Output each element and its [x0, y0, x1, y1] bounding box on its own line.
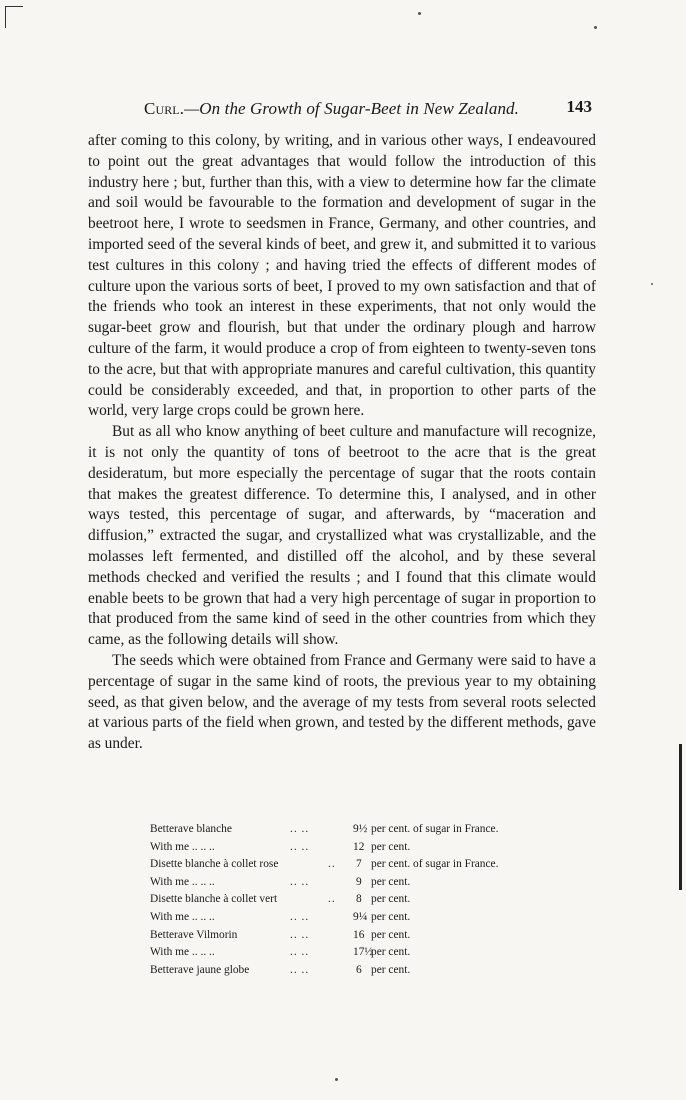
leader-dots: .. .. [290, 963, 310, 976]
paragraph-sugar-percentage: But as all who know anything of beet culture and manufacture will recognize, it is not only the quantity of tons of beetroot to the acre that is the great desideratum, but more especially the percentage of sugar that the roots contain that makes the greatest difference. To determine this, I analysed, and in other ways tested, this percentage of sugar, and afterwards, by “maceration and diffusion,” extracted the sugar, and crystallized what was crystallizable, and the molasses left fermented, and distilled off the alcohol, and by these several methods checked and verified the results ; and I found that this climate would enable beets to be grown that had a very high percentage of sugar in proportion to that produced from the same kind of seed in the other countries from which they came, as the following details will show. [88, 423, 596, 649]
variety-name: With me .. .. .. [150, 910, 215, 923]
sugar-value: 8 [356, 893, 362, 906]
results-row [150, 839, 550, 857]
leader-dots: .. .. [290, 928, 310, 941]
sugar-unit: per cent. [371, 946, 411, 959]
running-title [144, 99, 519, 119]
results-row [150, 909, 550, 927]
leader-dots: .. .. [290, 910, 310, 923]
sugar-unit: per cent. [371, 840, 411, 853]
print-speck [594, 26, 597, 29]
variety-name: Betterave Vilmorin [150, 928, 238, 941]
sugar-value: 16 [353, 928, 365, 941]
sugar-value: 9½ [353, 823, 368, 835]
results-row [150, 821, 550, 839]
paragraph-continuation: after coming to this colony, by writing, and in various other ways, I endeavoured to point out the great advantages that would follow the introduction of this industry here ; but, further than this, with a view to determine how far the climate and soil would be favourable to the formation and development of sugar in the beetroot here, I wrote to seedsmen in France, Germany, and other countries, and imported seed of the several kinds of beet, and grew it, and submitted it to various test cultures in this colony ; and having tried the effects of different modes of culture upon the various sorts of beet, I proved to my own satisfaction and that of the friends who took an interest in these experiments, that not only would the sugar-beet grow and flourish, but that under the ordinary plough and harrow culture of the farm, it would produce a crop of from eighteen to twenty-seven tons to the acre, but that with appropriate manures and careful cultivation, this quantity could be considerably exceeded, and that, in proportion to other parts of the world, very large crops could be grown here. [88, 132, 596, 420]
results-row [150, 944, 550, 962]
paragraph-seed-results: The seeds which were obtained from France and Germany were said to have a percentage of sugar in the same kind of roots, the previous year to my obtaining seed, as that given below, and the average of my tests from several roots selected at various parts of the field when grown, and tested by the different methods, gave as under. [88, 651, 596, 753]
results-row [150, 891, 550, 909]
variety-name: With me .. .. .. [150, 946, 215, 959]
margin-scan-bar [679, 744, 682, 890]
leader-dots: .. .. [290, 823, 310, 835]
leader-dots: .. [328, 893, 336, 906]
page-number: 143 [566, 97, 592, 116]
sugar-value: 17½ [353, 946, 373, 959]
leader-dots: .. .. [290, 946, 310, 959]
variety-name: With me .. .. .. [150, 875, 215, 888]
sugar-unit: per cent. [371, 963, 411, 976]
sugar-unit: per cent. [371, 893, 411, 906]
leader-dots: .. .. [290, 875, 310, 888]
variety-name: With me .. .. .. [150, 840, 215, 853]
sugar-unit: per cent. of sugar in France. [371, 858, 499, 871]
results-row [150, 856, 550, 874]
sugar-unit: per cent. [371, 910, 411, 923]
variety-name: Disette blanche à collet vert [150, 893, 278, 906]
sugar-value: 9 [356, 875, 362, 888]
sugar-value: 6 [356, 963, 362, 976]
page-edge-mark-left [5, 6, 6, 28]
print-speck [418, 12, 421, 15]
sugar-unit: per cent. [371, 875, 411, 888]
print-speck [651, 283, 653, 285]
variety-name: Disette blanche à collet rose [150, 858, 279, 871]
results-row [150, 874, 550, 892]
variety-name: Betterave blanche [150, 823, 232, 835]
print-speck [335, 1078, 338, 1081]
leader-dots: .. [328, 858, 336, 871]
sugar-value: 9¼ [353, 910, 368, 923]
page-edge-mark-top [5, 6, 23, 7]
variety-name: Betterave jaune globe [150, 963, 250, 976]
leader-dots: .. .. [290, 840, 310, 853]
sugar-results-table [150, 821, 550, 979]
body-text [88, 131, 596, 755]
author-name: Curl. [144, 99, 185, 118]
sugar-value: 12 [353, 840, 365, 853]
results-row [150, 927, 550, 945]
sugar-value: 7 [356, 858, 362, 871]
running-header [120, 99, 600, 121]
article-title: —On the Growth of Sugar-Beet in New Zealand. [184, 99, 520, 118]
results-row [150, 962, 550, 980]
sugar-unit: per cent. [371, 928, 411, 941]
sugar-unit: per cent. of sugar in France. [371, 823, 499, 835]
